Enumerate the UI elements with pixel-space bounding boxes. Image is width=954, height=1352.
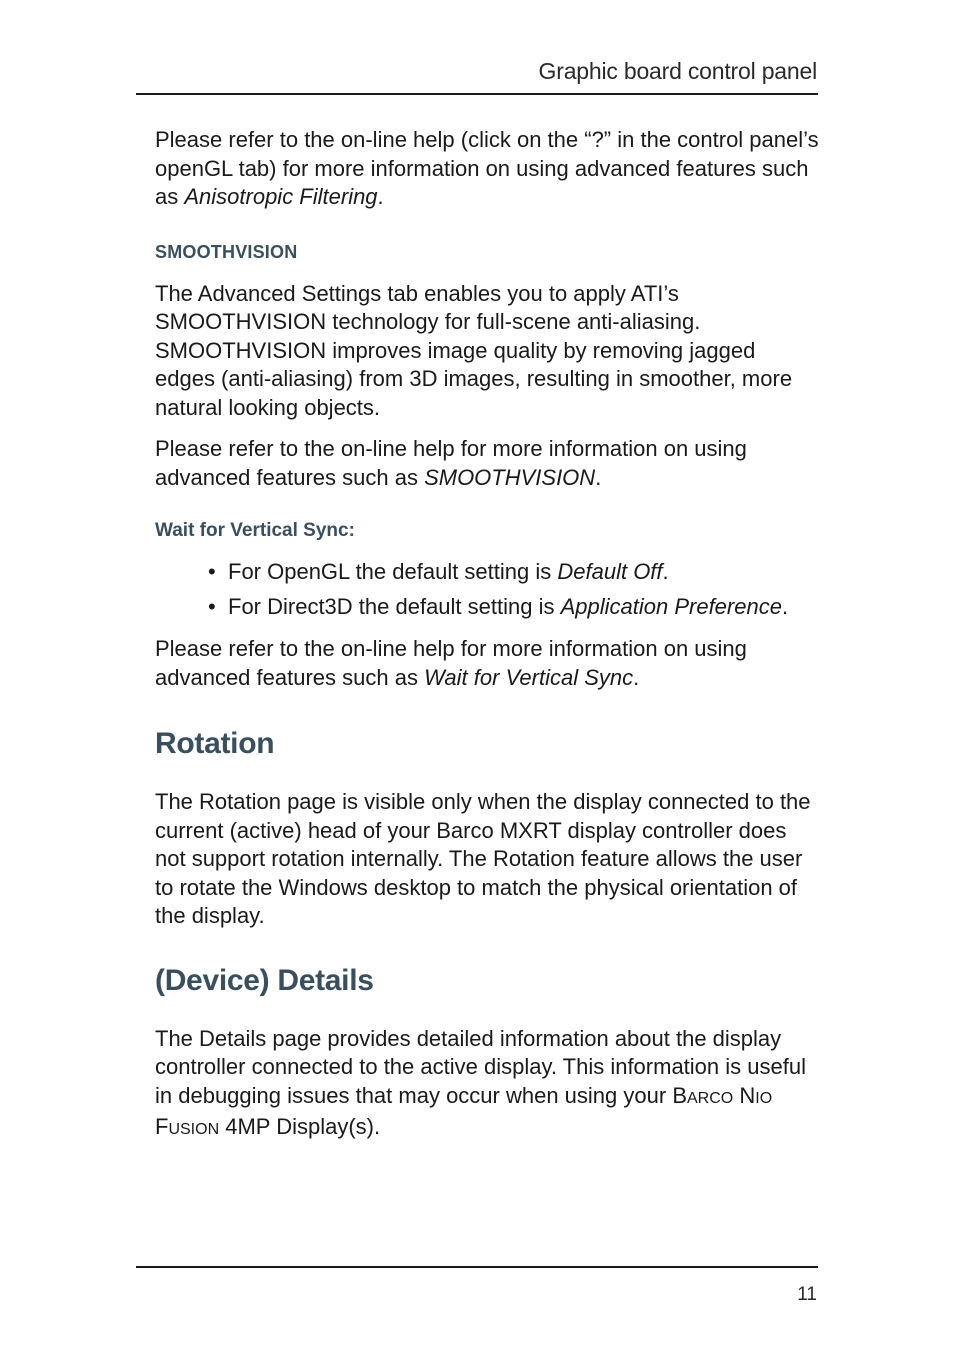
product-name: BARCO NIO FUSION xyxy=(155,1082,773,1139)
page-number: 11 xyxy=(797,1284,817,1305)
page-body xyxy=(155,126,820,1145)
rotation-heading: Rotation xyxy=(155,727,275,760)
details-heading: (Device) Details xyxy=(155,963,374,997)
smoothvision-heading: SMOOTHVISION xyxy=(155,241,298,262)
smoothvision-paragraph: The Advanced Settings tab enables you to apply ATI’s SMOOTHVISION technology for full-scene anti-aliasing. SMOOTHVISION improves image quality by removing jagged edges (anti-aliasing) from 3D images, resulting in smoother, more natural looking objects. xyxy=(155,280,793,420)
header-rule xyxy=(136,93,818,95)
bullet-icon: • xyxy=(208,559,216,584)
list-item: • For OpenGL the default setting is Default Off. xyxy=(208,558,820,587)
list-item: • For Direct3D the default setting is Application Preference. xyxy=(208,593,820,622)
footer-rule xyxy=(136,1266,818,1268)
vsync-help-paragraph: Please refer to the on-line help for more information on using advanced features such as Wait for Vertical Sync. xyxy=(155,636,747,690)
rotation-paragraph: The Rotation page is visible only when the display connected to the current (active) head of your Barco MXRT display controller does not support rotation internally. The Rotation feature allows the user to rotate the Windows desktop to match the physical orientation of the display. xyxy=(155,789,811,928)
smoothvision-help-paragraph: Please refer to the on-line help for more information on using advanced features such as SMOOTHVISION. xyxy=(155,436,747,490)
details-paragraph: The Details page provides detailed information about the display controller connected to the active display. This information is useful in debugging issues that may occur when using your BARCO NIO FUSION 4MP Display(s). xyxy=(155,1025,806,1139)
bullet-icon: • xyxy=(208,593,216,619)
vsync-list xyxy=(155,558,820,621)
intro-paragraph: Please refer to the on-line help (click on the “?” in the control panel’s openGL tab) for more information on using advanced features such as Anisotropic Filtering. xyxy=(155,127,819,209)
running-header: Graphic board control panel xyxy=(538,58,817,84)
vsync-heading: Wait for Vertical Sync: xyxy=(155,520,355,541)
